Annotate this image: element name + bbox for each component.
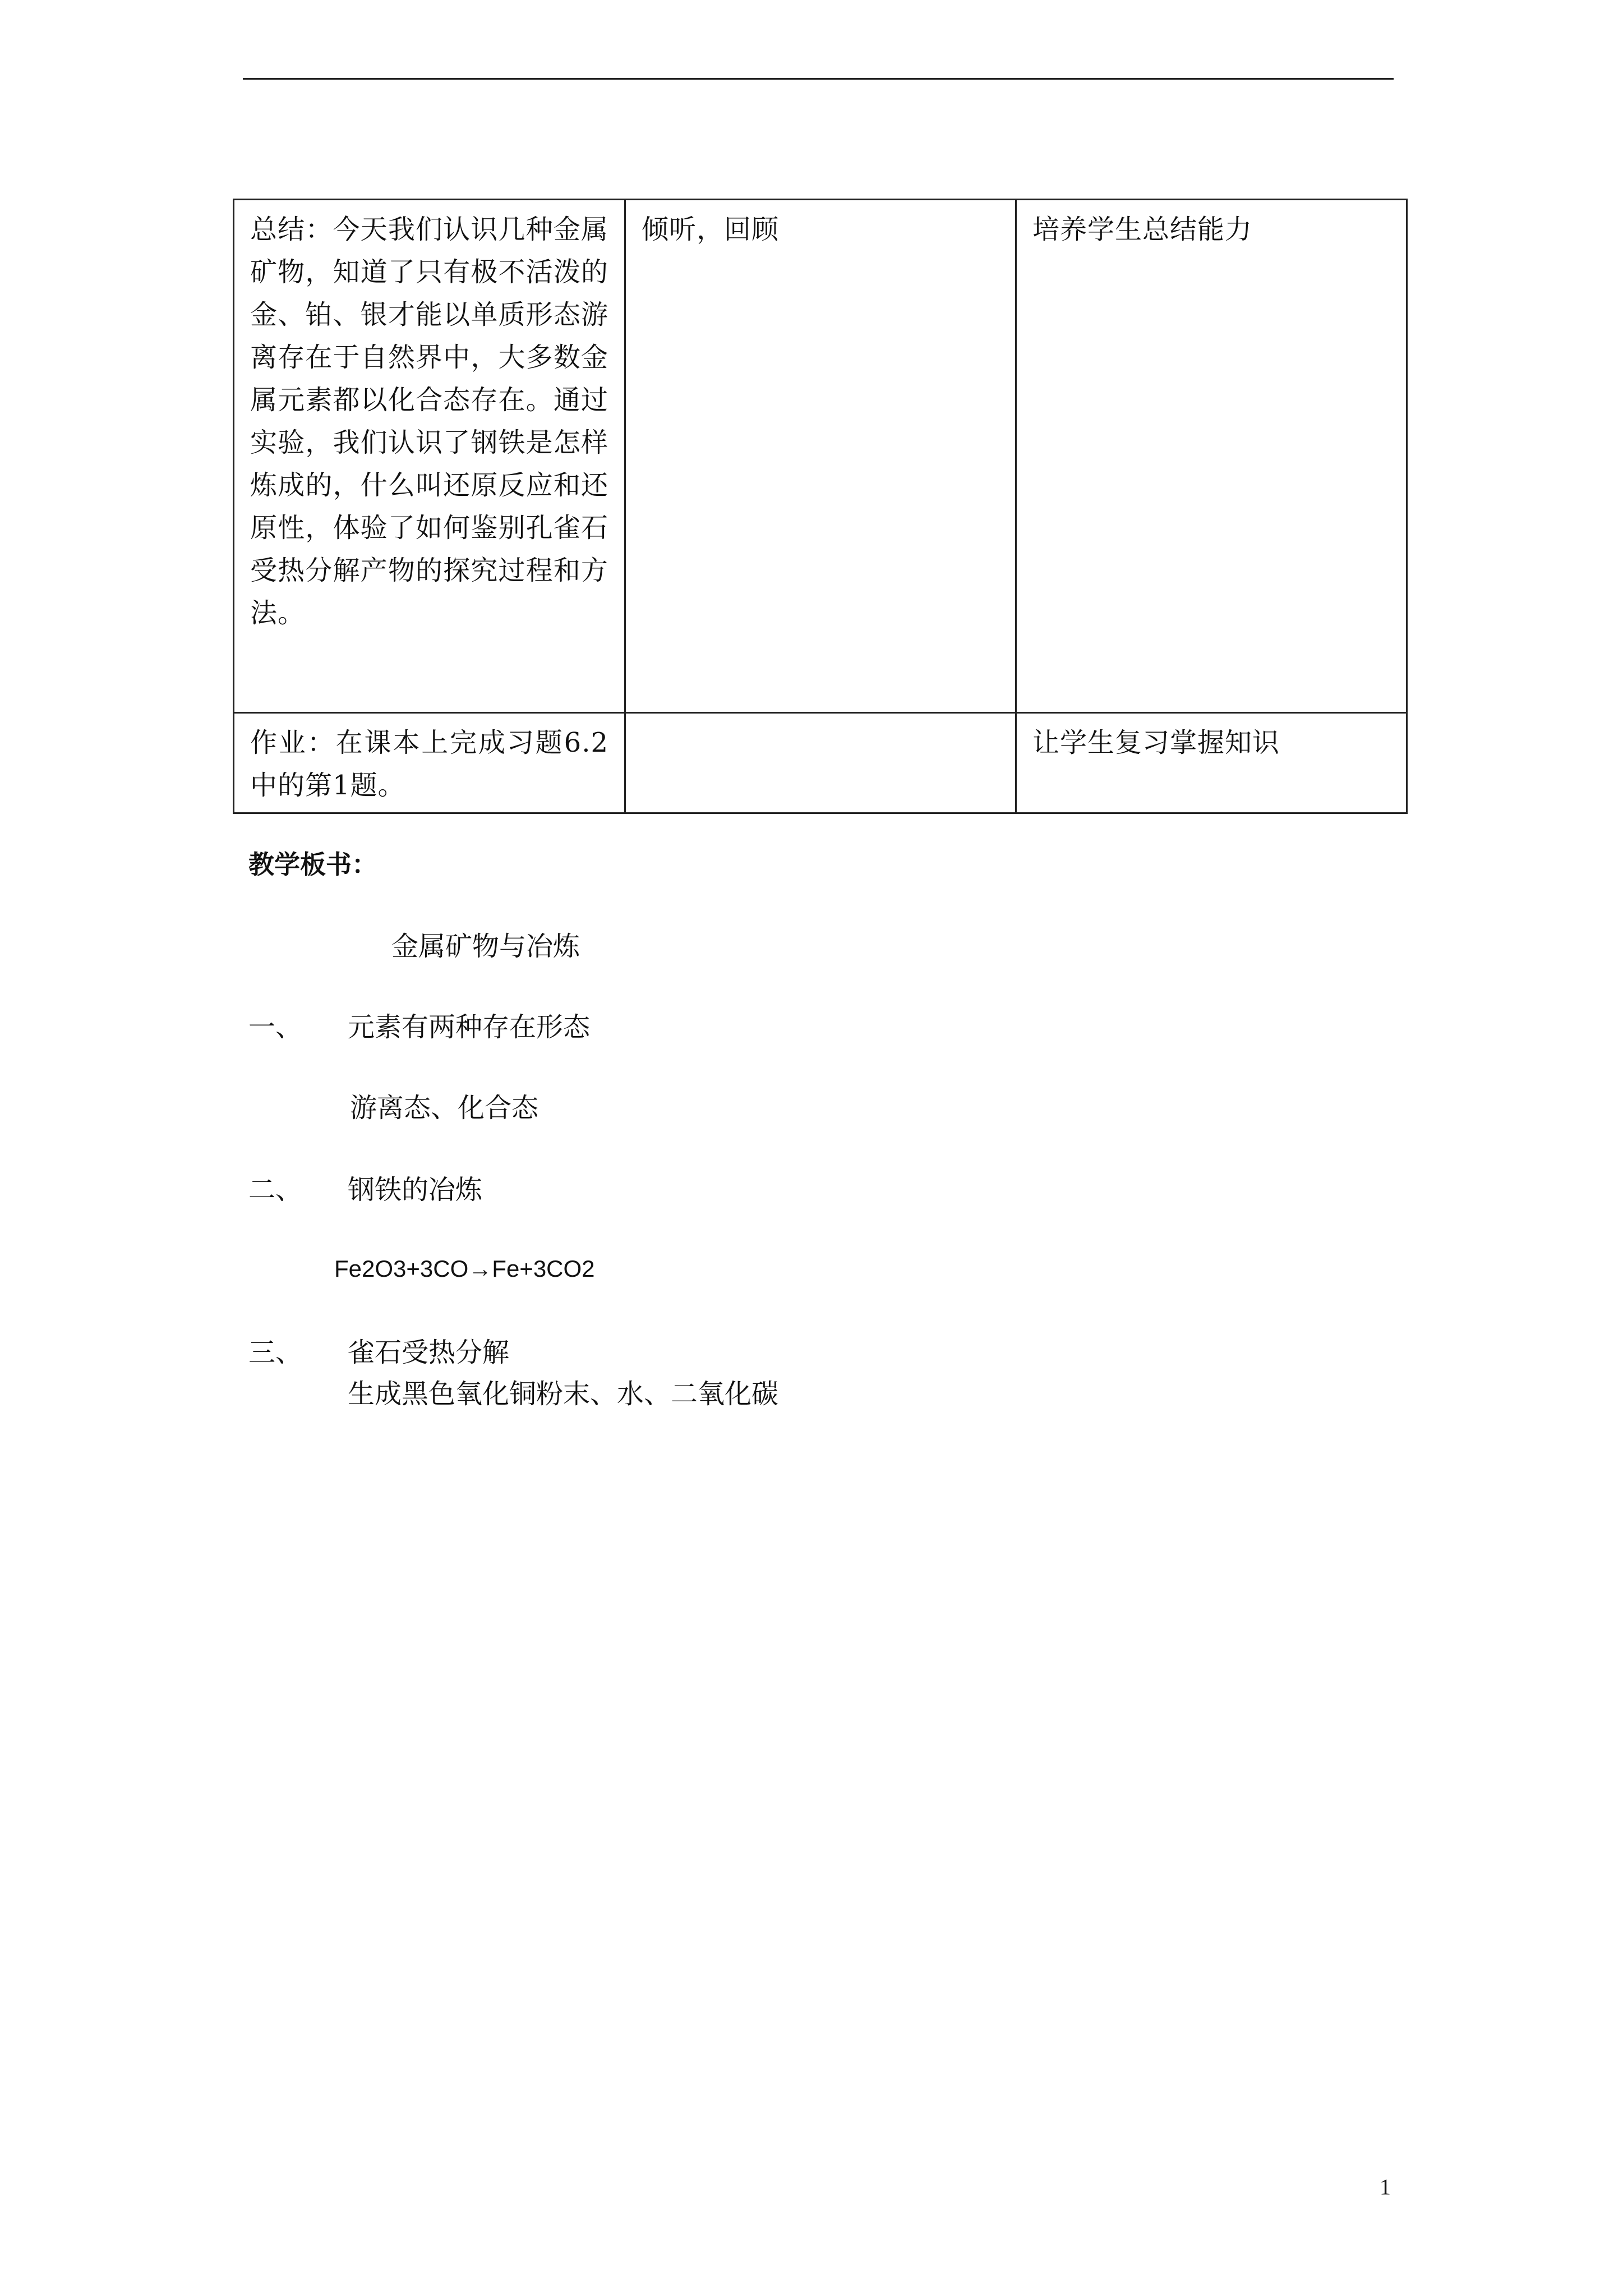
student-activity-cell — [625, 713, 1016, 813]
teacher-activity-cell — [234, 200, 625, 713]
summary-text: 总结：今天我们认识几种金属矿物，知道了只有极不活泼的金、铂、银才能以单质形态游离存在于自然界中，大多数金属元素都以化合态存在。通过实验，我们认识了钢铁是怎样炼成的，什么叫还原反应和还原性，体验了如何鉴别孔雀石受热分解产物的探究过程和方法。 — [250, 214, 608, 629]
section-number: 一、 — [248, 1011, 303, 1043]
design-purpose-text: 培养学生总结能力 — [1032, 214, 1253, 245]
board-title: 金属矿物与冶炼 — [391, 931, 580, 962]
section-title: 雀石受热分解 — [348, 1337, 510, 1368]
section-detail: 生成黑色氧化铜粉末、水、二氧化碳 — [348, 1378, 779, 1410]
lesson-table — [233, 199, 1408, 814]
design-purpose-cell — [1016, 713, 1407, 813]
student-activity-cell — [625, 200, 1016, 713]
page-number: 1 — [1380, 2174, 1391, 2200]
header-rule — [243, 78, 1394, 80]
homework-text: 作业：在课本上完成习题6.2中的第1题。 — [250, 727, 608, 801]
section-number: 三、 — [248, 1337, 303, 1368]
section-title: 钢铁的冶炼 — [348, 1174, 483, 1205]
design-purpose-cell — [1016, 200, 1407, 713]
table-row — [234, 200, 1407, 713]
table-row — [234, 713, 1407, 813]
board-heading: 教学板书： — [248, 849, 377, 880]
section-number: 二、 — [248, 1174, 303, 1205]
section-title: 元素有两种存在形态 — [348, 1011, 591, 1043]
student-activity-text: 倾听，回顾 — [642, 214, 780, 245]
section-detail: 游离态、化合态 — [350, 1092, 539, 1124]
teacher-activity-cell — [234, 713, 625, 813]
reaction-formula: Fe2O3+3CO→Fe+3CO2 — [334, 1255, 595, 1282]
design-purpose-text: 让学生复习掌握知识 — [1032, 727, 1280, 758]
